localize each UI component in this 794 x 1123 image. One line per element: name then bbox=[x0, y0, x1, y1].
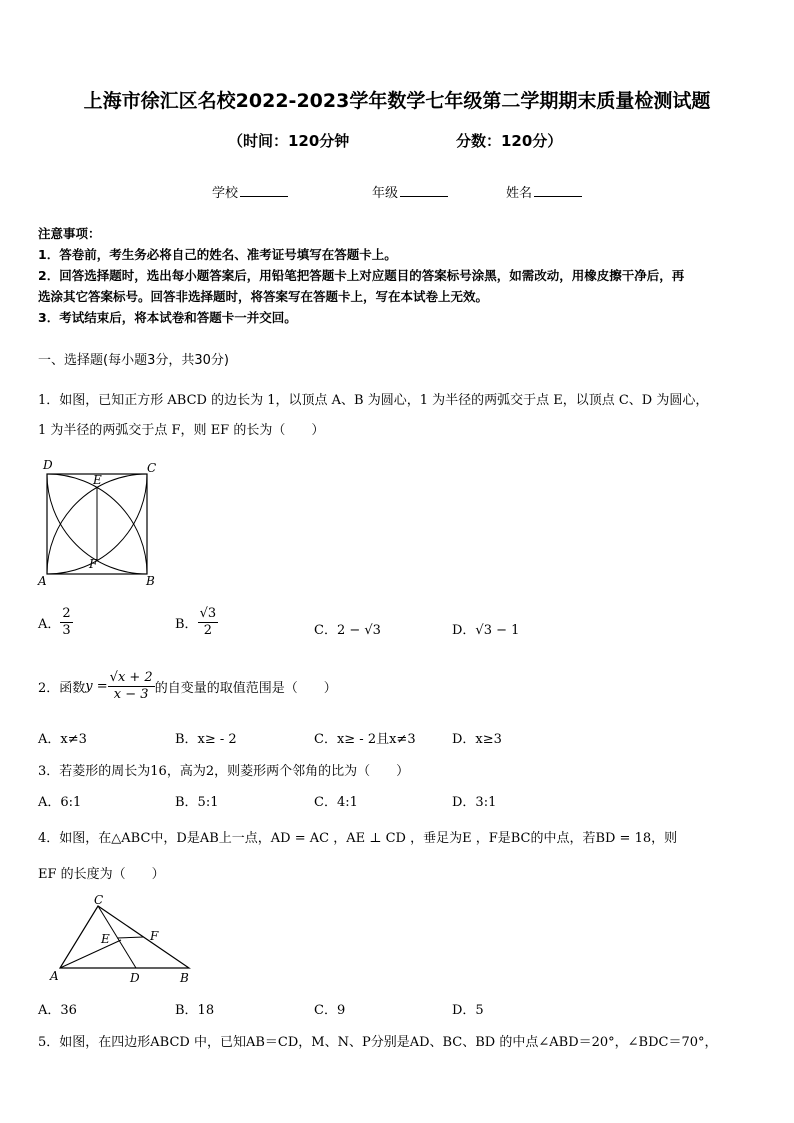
q3-option-a[interactable]: A．6:1 bbox=[38, 795, 82, 810]
label-f: F bbox=[89, 557, 98, 571]
name-field bbox=[506, 182, 582, 201]
label-c: C bbox=[147, 461, 157, 475]
q1-option-a-den: 3 bbox=[62, 623, 71, 638]
q1-option-a-fraction bbox=[60, 606, 72, 639]
q1-option-d[interactable]: D．√3 − 1 bbox=[452, 623, 520, 638]
q1-option-b-label: B． bbox=[175, 617, 198, 632]
q1-figure bbox=[36, 456, 166, 588]
label-f: F bbox=[150, 929, 159, 943]
notice-item-3: 3．考试结束后，将本试卷和答题卡一并交回。 bbox=[38, 310, 297, 325]
q4-text-line1: 4．如图，在△ABC中，D是AB上一点，AD = AC ，AE ⊥ CD ，垂足为E ，F是BC的中点，若BD = 18，则 bbox=[38, 831, 678, 846]
page-title: 上海市徐汇区名校2022-2023学年数学七年级第二学期期末质量检测试题 bbox=[83, 90, 711, 112]
label-a: A bbox=[38, 574, 47, 588]
label-d: D bbox=[130, 971, 140, 985]
q2-den: x − 3 bbox=[113, 687, 149, 702]
q2-num: √x + 2 bbox=[109, 670, 153, 685]
grade-field bbox=[372, 182, 448, 201]
label-b: B bbox=[180, 971, 189, 985]
q2-pre: 2．函数 bbox=[38, 681, 86, 696]
label-d: D bbox=[43, 458, 53, 472]
exam-score: 分数：120分） bbox=[456, 132, 563, 150]
q4-option-a[interactable]: A．36 bbox=[38, 1003, 77, 1018]
q2-option-a[interactable]: A．x≠3 bbox=[38, 732, 87, 747]
q4-figure bbox=[46, 890, 196, 986]
q3-option-d[interactable]: D．3:1 bbox=[452, 795, 497, 810]
label-a: A bbox=[50, 969, 59, 983]
q1-option-b-fraction bbox=[198, 606, 219, 639]
segment-ef bbox=[117, 937, 144, 938]
q4-option-d[interactable]: D．5 bbox=[452, 1003, 484, 1018]
q2-option-b[interactable]: B．x≥ - 2 bbox=[175, 732, 237, 747]
q1-text-line2: 1 为半径的两弧交于点 F，则 EF 的长为（ ） bbox=[38, 423, 325, 438]
q4-text-line2: EF 的长度为（ ） bbox=[38, 867, 165, 882]
q3-option-c[interactable]: C．4:1 bbox=[314, 795, 358, 810]
q2-post: 的自变量的取值范围是（ ） bbox=[154, 681, 337, 696]
q1-option-a-label: A． bbox=[38, 617, 61, 632]
grade-blank bbox=[400, 184, 448, 197]
q1-option-a[interactable] bbox=[38, 606, 73, 639]
name-blank bbox=[534, 184, 582, 197]
name-label: 姓名 bbox=[506, 186, 533, 201]
q5-text-line1: 5．如图，在四边形ABCD 中，已知AB＝CD，M、N、P分别是AD、BC、BD 的中点∠ABD＝20°，∠BDC＝70°， bbox=[38, 1035, 718, 1050]
notice-item-2b: 选涂其它答案标号。回答非选择题时，将答案写在答题卡上，写在本试卷上无效。 bbox=[38, 289, 489, 304]
label-c: C bbox=[94, 893, 104, 907]
q2-text bbox=[38, 670, 337, 703]
q4-option-b[interactable]: B．18 bbox=[175, 1003, 215, 1018]
q1-option-b-den: 2 bbox=[203, 623, 212, 638]
notice-heading: 注意事项： bbox=[38, 226, 101, 241]
q3-option-b[interactable]: B．5:1 bbox=[175, 795, 219, 810]
label-b: B bbox=[146, 574, 155, 588]
grade-label: 年级 bbox=[372, 186, 399, 201]
q2-option-c[interactable]: C．x≥ - 2且x≠3 bbox=[314, 732, 416, 747]
school-blank bbox=[240, 184, 288, 197]
q2-y: y = bbox=[85, 679, 108, 694]
label-e: E bbox=[93, 473, 102, 487]
q1-option-b[interactable] bbox=[175, 606, 218, 639]
q1-text-line1: 1．如图，已知正方形 ABCD 的边长为 1，以顶点 A、B 为圆心，1 为半径的两弧交于点 E，以顶点 C、D 为圆心， bbox=[38, 393, 709, 408]
school-label: 学校 bbox=[212, 186, 239, 201]
q2-option-d[interactable]: D．x≥3 bbox=[452, 732, 502, 747]
school-field bbox=[212, 182, 288, 201]
exam-time: （时间：120分钟 bbox=[228, 132, 350, 150]
q1-option-a-num: 2 bbox=[62, 606, 71, 621]
q1-option-c[interactable]: C．2 − √3 bbox=[314, 623, 381, 638]
notice-item-2a: 2．回答选择题时，选出每小题答案后，用铅笔把答题卡上对应题目的答案标号涂黑，如需改动，用橡皮擦干净后，再 bbox=[38, 268, 685, 283]
q1-option-b-num: √3 bbox=[199, 606, 217, 621]
label-e: E bbox=[101, 932, 110, 946]
q4-option-c[interactable]: C．9 bbox=[314, 1003, 346, 1018]
q3-text: 3．若菱形的周长为16，高为2，则菱形两个邻角的比为（ ） bbox=[38, 764, 410, 779]
q2-fraction bbox=[108, 670, 155, 703]
notice-item-1: 1．答卷前，考生务必将自己的姓名、准考证号填写在答题卡上。 bbox=[38, 247, 397, 262]
section-1-heading: 一、选择题(每小题3分，共30分) bbox=[38, 353, 229, 368]
